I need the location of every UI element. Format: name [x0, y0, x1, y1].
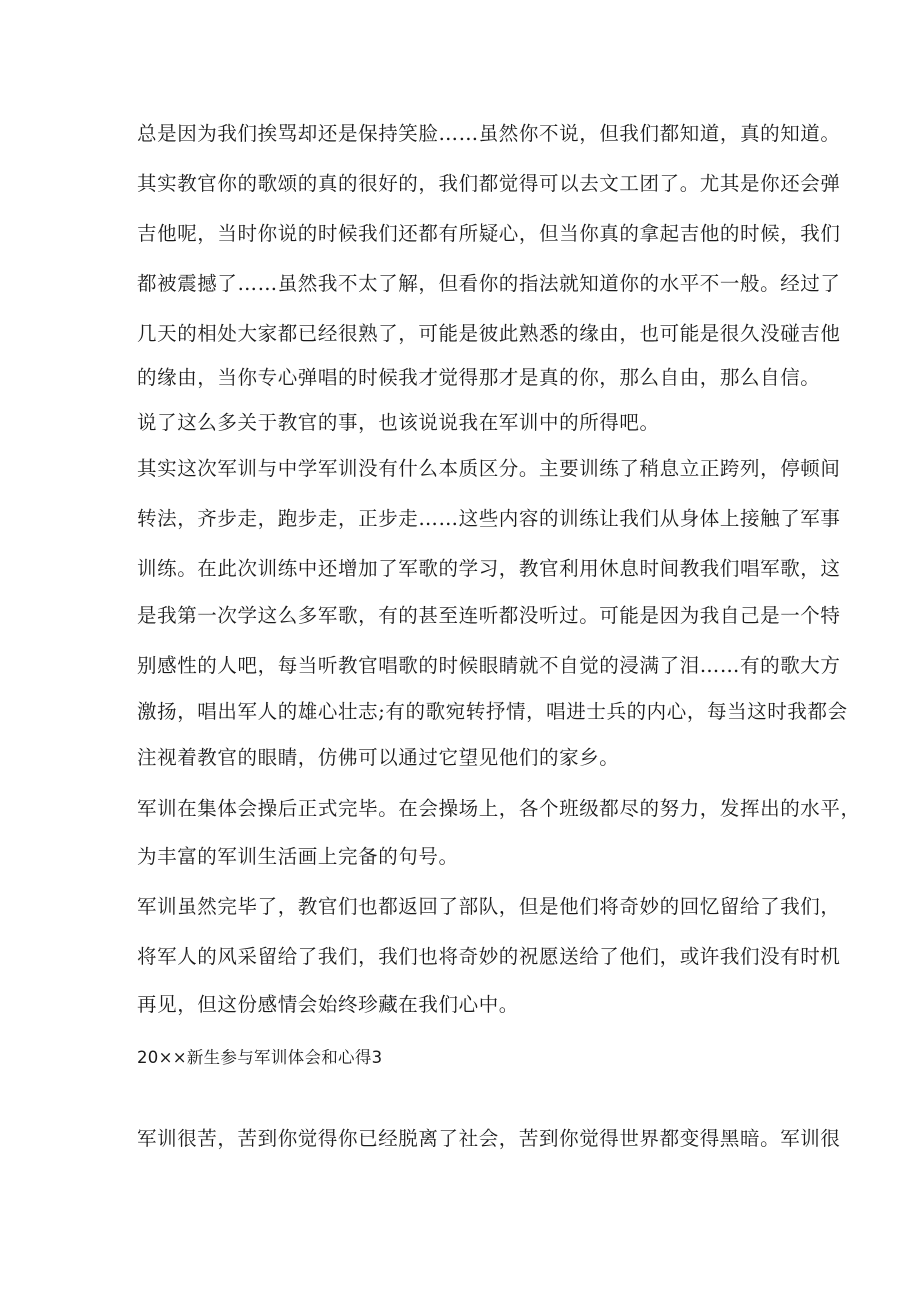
paragraph-3-line-4: 是我第一次学这么多军歌，有的甚至连听都没听过。可能是因为我自己是一个特 — [137, 604, 841, 627]
paragraph-5-line-1: 军训虽然完毕了，教官们也都返回了部队，但是他们将奇妙的回忆留给了我们， — [137, 895, 841, 918]
paragraph-3-line-1: 其实这次军训与中学军训没有什么本质区分。主要训练了稍息立正跨列，停顿间 — [137, 457, 841, 480]
paragraph-1-line-5: 几天的相处大家都已经很熟了，可能是彼此熟悉的缘由，也可能是很久没碰吉他 — [137, 322, 841, 345]
paragraph-1-line-1: 总是因为我们挨骂却还是保持笑脸……虽然你不说，但我们都知道，真的知道。 — [137, 122, 841, 145]
paragraph-5-line-3: 再见，但这份感情会始终珍藏在我们心中。 — [137, 993, 519, 1016]
paragraph-2-line-1: 说了这么多关于教官的事，也该说说我在军训中的所得吧。 — [137, 411, 660, 434]
paragraph-3-line-5: 别感性的人吧，每当听教官唱歌的时候眼睛就不自觉的浸满了泪……有的歌大方 — [137, 654, 841, 677]
paragraph-3-line-2: 转法，齐步走，跑步走，正步走……这些内容的训练让我们从身体上接触了军事 — [137, 507, 841, 530]
section-heading: 20××新生参与军训体会和心得3 — [137, 1048, 383, 1067]
final-paragraph-line-1: 军训很苦，苦到你觉得你已经脱离了社会，苦到你觉得世界都变得黑暗。军训很 — [137, 1127, 841, 1150]
paragraph-5-line-2: 将军人的风采留给了我们，我们也将奇妙的祝愿送给了他们，或许我们没有时机 — [137, 945, 841, 968]
paragraph-4-line-1: 军训在集体会操后正式完毕。在会操场上，各个班级都尽的努力，发挥出的水平， — [137, 797, 861, 820]
paragraph-1-line-4: 都被震撼了……虽然我不太了解，但看你的指法就知道你的水平不一般。经过了 — [137, 272, 841, 295]
paragraph-3-line-6: 激扬，唱出军人的雄心壮志;有的歌宛转抒情，唱进士兵的内心，每当这时我都会 — [137, 700, 848, 723]
paragraph-3-line-3: 训练。在此次训练中还增加了军歌的学习，教官利用休息时间教我们唱军歌，这 — [137, 557, 841, 580]
paragraph-1-line-3: 吉他呢，当时你说的时候我们还都有所疑心，但当你真的拿起吉他的时候，我们 — [137, 222, 841, 245]
paragraph-1-line-2: 其实教官你的歌颂的真的很好的，我们都觉得可以去文工团了。尤其是你还会弹 — [137, 172, 841, 195]
paragraph-3-line-7: 注视着教官的眼睛，仿佛可以通过它望见他们的家乡。 — [137, 746, 620, 769]
paragraph-1-line-6: 的缘由，当你专心弹唱的时候我才觉得那才是真的你，那么自由，那么自信。 — [137, 366, 821, 389]
paragraph-4-line-2: 为丰富的军训生活画上完备的句号。 — [137, 845, 459, 868]
